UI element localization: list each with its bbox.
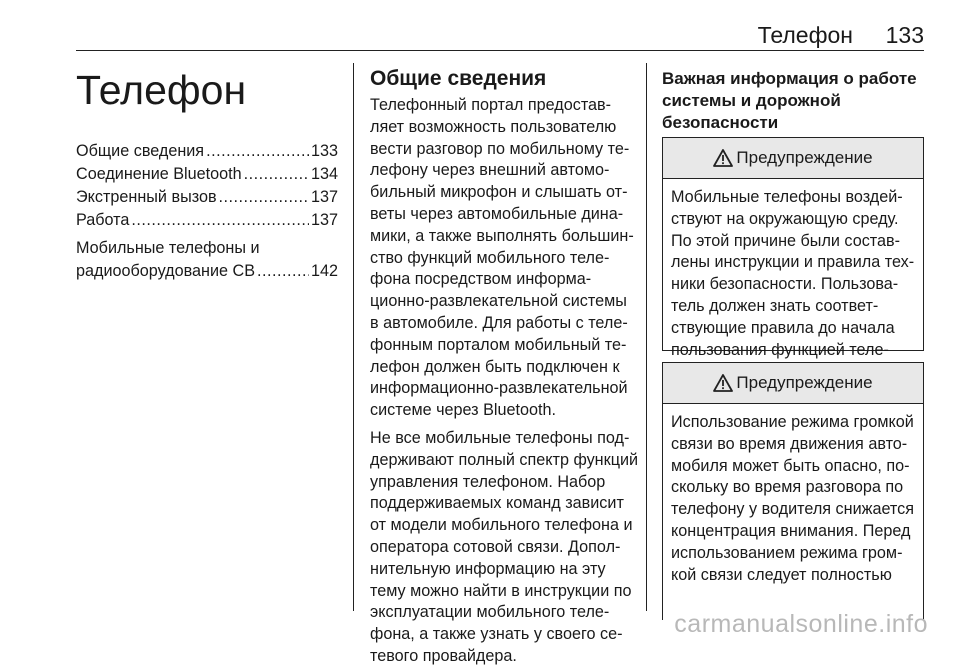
text-line: связи во время движения авто- xyxy=(671,434,908,453)
text-line: скольку во время разговора по xyxy=(671,478,904,497)
text-line: в автомобиле. Для работы с теле- xyxy=(370,313,628,332)
page-number: 133 xyxy=(885,22,924,48)
text-line: Телефонный портал предостав- xyxy=(370,96,612,114)
text-line: оператора сотовой связи. Допол- xyxy=(370,537,621,556)
toc-label: Экстренный вызов xyxy=(76,188,217,206)
toc-entry-bluetooth[interactable] xyxy=(76,165,338,188)
text-line: системе через Bluetooth. xyxy=(370,401,556,420)
warning-triangle-icon xyxy=(713,148,733,168)
text-line: ники безопасности. Пользова- xyxy=(671,275,899,294)
toc-leader xyxy=(131,211,309,230)
toc-entry-mobile-cb[interactable] xyxy=(76,239,338,285)
text-line: лефону через внешний автомо- xyxy=(370,161,610,180)
toc-label: Общие сведения xyxy=(76,142,205,160)
text-line: тевого провайдера. xyxy=(370,646,517,665)
page-header xyxy=(0,0,960,60)
warning-triangle-icon xyxy=(713,373,733,393)
text-line: вести разговор по мобильному те- xyxy=(370,139,630,158)
text-line: ционно-развлекательной системы xyxy=(370,292,627,311)
text-line: от модели мобильного телефона и xyxy=(370,516,633,535)
toc-page: 133 xyxy=(310,142,338,160)
general-paragraph-2 xyxy=(370,428,639,668)
warning-title: Предупреждение xyxy=(736,373,873,392)
toc-label-line2: радиооборудование CB xyxy=(76,262,255,280)
text-line: информационно-развлекательной xyxy=(370,379,628,398)
text-line: эксплуатации мобильного теле- xyxy=(370,603,610,622)
warning-box-1 xyxy=(662,137,924,359)
warning-header xyxy=(663,363,923,404)
text-line: тель должен знать соответ- xyxy=(671,296,879,315)
column-divider-2 xyxy=(646,63,647,611)
safety-heading xyxy=(662,68,924,134)
text-line: фона, а также узнать у своего се- xyxy=(370,625,623,644)
warning-box-2 xyxy=(662,362,924,620)
toc-page: 137 xyxy=(310,188,338,206)
text-line: кой связи следует полностью xyxy=(671,565,892,584)
warning-text xyxy=(663,179,923,391)
running-title: Телефон xyxy=(757,22,853,48)
text-line: лефон должен быть подключен к xyxy=(370,357,620,376)
chapter-title: Телефон xyxy=(76,67,247,113)
toc-leader xyxy=(257,262,309,281)
text-line: фона посредством информа- xyxy=(370,270,592,289)
text-line: нительную информацию на эту xyxy=(370,559,606,578)
toc-leader xyxy=(219,188,309,207)
general-column xyxy=(370,60,639,668)
text-line: тему можно найти в инструкции по xyxy=(370,581,632,600)
text-line: веты через автомобильные дина- xyxy=(370,204,624,223)
toc-label: Работа xyxy=(76,211,130,229)
text-line: поддерживаемых команд зависит xyxy=(370,494,624,513)
text-line: мобиля может быть опасно, по- xyxy=(671,456,910,475)
text-line: ствующие правила до начала xyxy=(671,318,895,337)
header-rule xyxy=(76,50,924,51)
toc-column xyxy=(76,60,338,285)
toc-page: 134 xyxy=(310,165,338,183)
warning-header xyxy=(663,138,923,179)
text-line: Мобильные телефоны воздей- xyxy=(671,188,903,206)
text-line: держивают полный спектр функций xyxy=(370,450,639,469)
toc-leader xyxy=(206,142,309,161)
text-line: мики, а также выполнять большин- xyxy=(370,226,634,245)
toc-entry-operation[interactable] xyxy=(76,211,338,234)
text-line: фонным порталом мобильный те- xyxy=(370,335,627,354)
toc-page: 142 xyxy=(310,262,338,280)
text-line: пользования функцией теле- xyxy=(671,340,889,359)
text-line: ствуют на окружающую среду. xyxy=(671,209,899,228)
text-line: управления телефоном. Набор xyxy=(370,472,606,491)
warning-title: Предупреждение xyxy=(736,148,873,167)
text-line: ляет возможность пользователю xyxy=(370,117,617,136)
text-line: Не все мобильные телефоны под- xyxy=(370,428,630,447)
text-line: бильный микрофон и слышать от- xyxy=(370,183,628,202)
safety-column xyxy=(662,60,924,134)
toc-list xyxy=(76,142,338,285)
text-line: концентрация внимания. Перед xyxy=(671,521,911,540)
toc-leader xyxy=(244,165,309,184)
text-line: телефону у водителя снижается xyxy=(671,500,915,519)
text-line: Использование режима громкой xyxy=(671,413,914,431)
text-line: лены инструкции и правила тех- xyxy=(671,253,915,272)
heading-line: Важная информация о работе xyxy=(662,69,917,88)
toc-page: 137 xyxy=(310,211,338,229)
warning-text xyxy=(663,404,923,594)
text-line: использованием режима гром- xyxy=(671,543,903,562)
general-paragraph-1 xyxy=(370,95,633,422)
toc-label-line1: Мобильные телефоны и xyxy=(76,239,260,257)
toc-entry-general[interactable] xyxy=(76,142,338,165)
watermark: carmanualsonline.info xyxy=(674,610,928,638)
column-divider-1 xyxy=(353,63,354,611)
toc-label: Соединение Bluetooth xyxy=(76,165,242,183)
toc-entry-emergency[interactable] xyxy=(76,188,338,211)
general-heading: Общие сведения xyxy=(370,67,547,90)
heading-line: безопасности xyxy=(662,113,779,132)
text-line: По этой причине были состав- xyxy=(671,231,901,250)
heading-line: системы и дорожной xyxy=(662,91,841,110)
text-line: ство функций мобильного теле- xyxy=(370,248,610,267)
